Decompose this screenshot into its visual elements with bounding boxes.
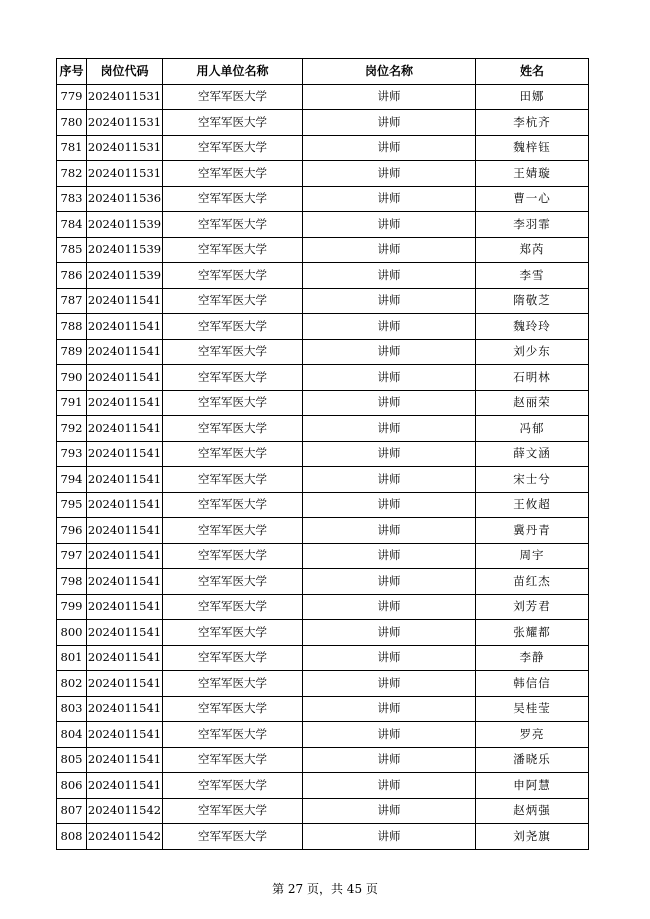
table-row <box>57 237 589 263</box>
cell-serial-number: 785 <box>57 237 87 263</box>
cell-position-name: 讲师 <box>303 492 476 518</box>
cell-serial-number: 790 <box>57 365 87 391</box>
cell-position-code: 2024011531 <box>87 161 163 187</box>
table-row <box>57 390 589 416</box>
cell-position-name: 讲师 <box>303 696 476 722</box>
cell-serial-number: 804 <box>57 722 87 748</box>
cell-employer-name: 空军军医大学 <box>163 645 303 671</box>
table-row <box>57 84 589 110</box>
header-person-name: 姓名 <box>476 59 589 85</box>
cell-position-code: 2024011541 <box>87 314 163 340</box>
cell-employer-name: 空军军医大学 <box>163 161 303 187</box>
cell-person-name: 冀丹青 <box>476 518 589 544</box>
cell-employer-name: 空军军医大学 <box>163 620 303 646</box>
cell-serial-number: 796 <box>57 518 87 544</box>
cell-position-name: 讲师 <box>303 441 476 467</box>
table-row <box>57 824 589 850</box>
cell-position-name: 讲师 <box>303 518 476 544</box>
cell-employer-name: 空军军医大学 <box>163 671 303 697</box>
cell-position-code: 2024011531 <box>87 110 163 136</box>
cell-serial-number: 793 <box>57 441 87 467</box>
table-row <box>57 110 589 136</box>
cell-position-name: 讲师 <box>303 186 476 212</box>
table-row <box>57 594 589 620</box>
cell-person-name: 潘晓乐 <box>476 747 589 773</box>
cell-position-code: 2024011542 <box>87 798 163 824</box>
table-row <box>57 467 589 493</box>
header-position-code: 岗位代码 <box>87 59 163 85</box>
table-row <box>57 288 589 314</box>
cell-position-code: 2024011531 <box>87 135 163 161</box>
cell-person-name: 张耀都 <box>476 620 589 646</box>
cell-employer-name: 空军军医大学 <box>163 288 303 314</box>
cell-position-name: 讲师 <box>303 773 476 799</box>
cell-employer-name: 空军军医大学 <box>163 594 303 620</box>
cell-position-name: 讲师 <box>303 747 476 773</box>
cell-position-name: 讲师 <box>303 645 476 671</box>
cell-serial-number: 780 <box>57 110 87 136</box>
table-row <box>57 620 589 646</box>
cell-position-name: 讲师 <box>303 671 476 697</box>
cell-serial-number: 787 <box>57 288 87 314</box>
cell-serial-number: 795 <box>57 492 87 518</box>
cell-serial-number: 808 <box>57 824 87 850</box>
cell-position-code: 2024011541 <box>87 390 163 416</box>
cell-employer-name: 空军军医大学 <box>163 365 303 391</box>
cell-employer-name: 空军军医大学 <box>163 237 303 263</box>
table-row <box>57 365 589 391</box>
cell-position-name: 讲师 <box>303 237 476 263</box>
cell-person-name: 罗亮 <box>476 722 589 748</box>
table-row <box>57 518 589 544</box>
cell-position-code: 2024011539 <box>87 263 163 289</box>
header-position-name: 岗位名称 <box>303 59 476 85</box>
cell-position-name: 讲师 <box>303 569 476 595</box>
cell-employer-name: 空军军医大学 <box>163 212 303 238</box>
cell-position-name: 讲师 <box>303 339 476 365</box>
cell-position-name: 讲师 <box>303 161 476 187</box>
cell-employer-name: 空军军医大学 <box>163 416 303 442</box>
cell-serial-number: 807 <box>57 798 87 824</box>
cell-position-name: 讲师 <box>303 314 476 340</box>
cell-person-name: 郑芮 <box>476 237 589 263</box>
cell-person-name: 薛文涵 <box>476 441 589 467</box>
cell-serial-number: 784 <box>57 212 87 238</box>
cell-position-code: 2024011541 <box>87 722 163 748</box>
table-row <box>57 722 589 748</box>
table-row <box>57 747 589 773</box>
cell-employer-name: 空军军医大学 <box>163 390 303 416</box>
cell-employer-name: 空军军医大学 <box>163 492 303 518</box>
table-row <box>57 135 589 161</box>
cell-person-name: 石明林 <box>476 365 589 391</box>
cell-position-code: 2024011541 <box>87 620 163 646</box>
cell-person-name: 魏玲玲 <box>476 314 589 340</box>
cell-employer-name: 空军军医大学 <box>163 543 303 569</box>
cell-position-code: 2024011541 <box>87 569 163 595</box>
table-row <box>57 696 589 722</box>
cell-serial-number: 805 <box>57 747 87 773</box>
cell-position-code: 2024011541 <box>87 467 163 493</box>
table-row <box>57 339 589 365</box>
cell-position-name: 讲师 <box>303 722 476 748</box>
cell-position-code: 2024011541 <box>87 339 163 365</box>
cell-position-name: 讲师 <box>303 798 476 824</box>
table-row <box>57 314 589 340</box>
cell-position-code: 2024011541 <box>87 441 163 467</box>
cell-serial-number: 782 <box>57 161 87 187</box>
table-row <box>57 492 589 518</box>
cell-employer-name: 空军军医大学 <box>163 467 303 493</box>
cell-position-code: 2024011541 <box>87 543 163 569</box>
cell-position-code: 2024011541 <box>87 671 163 697</box>
cell-person-name: 王攸超 <box>476 492 589 518</box>
cell-serial-number: 786 <box>57 263 87 289</box>
cell-employer-name: 空军军医大学 <box>163 135 303 161</box>
cell-position-code: 2024011541 <box>87 594 163 620</box>
cell-position-name: 讲师 <box>303 84 476 110</box>
cell-serial-number: 792 <box>57 416 87 442</box>
cell-employer-name: 空军军医大学 <box>163 314 303 340</box>
cell-person-name: 田娜 <box>476 84 589 110</box>
cell-employer-name: 空军军医大学 <box>163 186 303 212</box>
cell-person-name: 冯郁 <box>476 416 589 442</box>
cell-position-name: 讲师 <box>303 543 476 569</box>
cell-position-code: 2024011536 <box>87 186 163 212</box>
cell-employer-name: 空军军医大学 <box>163 696 303 722</box>
table-row <box>57 543 589 569</box>
cell-position-code: 2024011541 <box>87 288 163 314</box>
table-row <box>57 263 589 289</box>
header-employer-name: 用人单位名称 <box>163 59 303 85</box>
header-serial-number: 序号 <box>57 59 87 85</box>
cell-position-name: 讲师 <box>303 288 476 314</box>
roster-table <box>56 58 589 850</box>
cell-position-code: 2024011542 <box>87 824 163 850</box>
cell-employer-name: 空军军医大学 <box>163 441 303 467</box>
cell-serial-number: 779 <box>57 84 87 110</box>
cell-employer-name: 空军军医大学 <box>163 569 303 595</box>
cell-serial-number: 783 <box>57 186 87 212</box>
cell-serial-number: 806 <box>57 773 87 799</box>
cell-employer-name: 空军军医大学 <box>163 110 303 136</box>
cell-serial-number: 794 <box>57 467 87 493</box>
cell-serial-number: 788 <box>57 314 87 340</box>
cell-position-name: 讲师 <box>303 467 476 493</box>
cell-person-name: 申阿慧 <box>476 773 589 799</box>
cell-position-code: 2024011541 <box>87 645 163 671</box>
cell-employer-name: 空军军医大学 <box>163 773 303 799</box>
cell-position-code: 2024011539 <box>87 237 163 263</box>
table-row <box>57 212 589 238</box>
cell-position-code: 2024011541 <box>87 365 163 391</box>
cell-serial-number: 797 <box>57 543 87 569</box>
cell-position-code: 2024011541 <box>87 492 163 518</box>
cell-person-name: 赵炳强 <box>476 798 589 824</box>
cell-position-code: 2024011541 <box>87 416 163 442</box>
cell-position-name: 讲师 <box>303 824 476 850</box>
cell-position-name: 讲师 <box>303 110 476 136</box>
cell-person-name: 赵丽荣 <box>476 390 589 416</box>
cell-person-name: 李雪 <box>476 263 589 289</box>
table-body <box>57 84 589 849</box>
cell-position-code: 2024011539 <box>87 212 163 238</box>
cell-person-name: 刘尧旗 <box>476 824 589 850</box>
table-row <box>57 161 589 187</box>
cell-person-name: 苗红杰 <box>476 569 589 595</box>
cell-serial-number: 798 <box>57 569 87 595</box>
cell-person-name: 魏梓钰 <box>476 135 589 161</box>
cell-serial-number: 803 <box>57 696 87 722</box>
table-row <box>57 416 589 442</box>
page-footer: 第 27 页，共 45 页 <box>272 882 378 896</box>
cell-employer-name: 空军军医大学 <box>163 518 303 544</box>
cell-position-code: 2024011541 <box>87 747 163 773</box>
cell-serial-number: 799 <box>57 594 87 620</box>
cell-serial-number: 802 <box>57 671 87 697</box>
table-row <box>57 671 589 697</box>
cell-position-code: 2024011541 <box>87 773 163 799</box>
table-row <box>57 569 589 595</box>
cell-position-code: 2024011541 <box>87 518 163 544</box>
cell-position-name: 讲师 <box>303 365 476 391</box>
cell-position-name: 讲师 <box>303 212 476 238</box>
table-row <box>57 798 589 824</box>
cell-person-name: 李静 <box>476 645 589 671</box>
cell-employer-name: 空军军医大学 <box>163 263 303 289</box>
cell-position-code: 2024011541 <box>87 696 163 722</box>
table-row <box>57 441 589 467</box>
cell-employer-name: 空军军医大学 <box>163 84 303 110</box>
cell-person-name: 曹一心 <box>476 186 589 212</box>
cell-person-name: 王婧璇 <box>476 161 589 187</box>
cell-serial-number: 789 <box>57 339 87 365</box>
cell-person-name: 刘芳君 <box>476 594 589 620</box>
cell-position-name: 讲师 <box>303 135 476 161</box>
cell-employer-name: 空军军医大学 <box>163 722 303 748</box>
table-row <box>57 645 589 671</box>
cell-person-name: 李羽霏 <box>476 212 589 238</box>
table-header-row <box>57 59 589 85</box>
cell-position-name: 讲师 <box>303 390 476 416</box>
cell-person-name: 刘少东 <box>476 339 589 365</box>
cell-position-name: 讲师 <box>303 620 476 646</box>
cell-position-code: 2024011531 <box>87 84 163 110</box>
cell-position-name: 讲师 <box>303 263 476 289</box>
table-row <box>57 773 589 799</box>
cell-serial-number: 791 <box>57 390 87 416</box>
cell-employer-name: 空军军医大学 <box>163 747 303 773</box>
cell-person-name: 周宇 <box>476 543 589 569</box>
cell-position-name: 讲师 <box>303 416 476 442</box>
cell-person-name: 吴桂莹 <box>476 696 589 722</box>
cell-person-name: 宋士兮 <box>476 467 589 493</box>
cell-position-name: 讲师 <box>303 594 476 620</box>
cell-serial-number: 800 <box>57 620 87 646</box>
cell-employer-name: 空军军医大学 <box>163 824 303 850</box>
cell-employer-name: 空军军医大学 <box>163 339 303 365</box>
cell-person-name: 隋敬芝 <box>476 288 589 314</box>
cell-person-name: 韩信信 <box>476 671 589 697</box>
cell-person-name: 李杭齐 <box>476 110 589 136</box>
cell-serial-number: 781 <box>57 135 87 161</box>
cell-employer-name: 空军军医大学 <box>163 798 303 824</box>
table-row <box>57 186 589 212</box>
cell-serial-number: 801 <box>57 645 87 671</box>
